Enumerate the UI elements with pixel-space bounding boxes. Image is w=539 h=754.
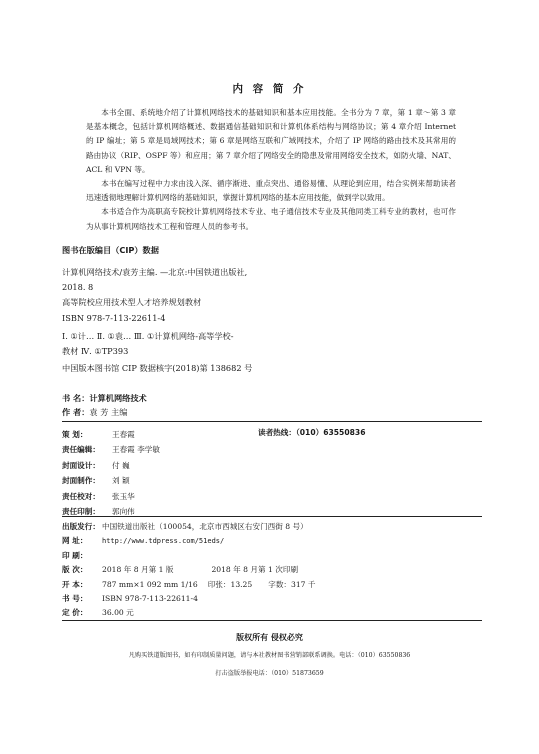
content-summary <box>86 106 456 234</box>
cover-make-label: 封面制作： <box>62 476 100 486</box>
planning-value: 王春霞 <box>112 430 135 439</box>
quality-notice: 凡购买铁道版图书，如有印制质量问题，请与本社教材图书营销部联系调换。电话：（010）63550836 <box>128 652 411 659</box>
divider <box>62 421 482 422</box>
isbn-label: 书 号： <box>62 594 88 604</box>
publisher-value: 中国铁道出版社（100054，北京市西城区右安门西街 8 号） <box>102 522 308 531</box>
cip-line: 教材 Ⅳ. ①TP393 <box>62 346 129 357</box>
format-value: 787 mm×1 092 mm 1/16 <box>102 579 198 589</box>
edition-label: 版 次： <box>62 565 88 575</box>
cip-data <box>62 265 362 359</box>
page-title: 内 容 简 介 <box>232 83 307 95</box>
summary-paragraph: 本书全面、系统地介绍了计算机网络技术的基础知识和基本应用技能。全书分为 7 章，第 1 章～第 3 章是基本概念，包括计算机网络概述、数据通信基础知识和计算机体系结构与网络协议；第 4 章介绍 Internet 的 IP 编址；第 5 章是局域网技术；第 6 章是网络互联和广域网技术，介绍了 IP 网络的路由技术及其常用的路由协议（RIP、OSPF 等）和应用；第 7 章介绍了网络安全的隐患及常用网络安全技术，如防火墙、NAT、ACL 和 VPN 等。 <box>86 108 456 174</box>
cover-design-label: 封面设计： <box>62 460 100 470</box>
author-label: 作 者： <box>62 407 90 417</box>
website-label: 网 址： <box>62 536 88 546</box>
summary-paragraph: 本书在编写过程中力求由浅入深、循序渐进、重点突出、通俗易懂、从理论到应用，结合实例来帮助读者迅速透彻地理解计算机网络的基础知识，掌握计算机网络的基本应用技能，做到学以致用。 <box>86 179 456 203</box>
cip-line: Ⅰ. ①计… Ⅱ. ①袁… Ⅲ. ①计算机网络-高等学校- <box>62 330 234 341</box>
book-name-value: 计算机网络技术 <box>89 393 147 403</box>
cover-make-value: 刘 颖 <box>112 476 130 486</box>
book-info <box>62 391 147 419</box>
proof-label: 责任校对： <box>62 491 100 501</box>
divider <box>62 516 482 517</box>
editor-value: 王春霞 李学敏 <box>112 445 160 455</box>
staff-credits <box>62 427 160 519</box>
divider <box>62 620 482 621</box>
cip-line: ISBN 978-7-113-22611-4 <box>62 312 166 323</box>
piracy-report-line: 打击盗版举报电话：（010）51873659 <box>215 670 324 677</box>
print-supervisor-label: 责任印制： <box>62 507 100 517</box>
printer-label: 印 刷： <box>62 550 88 560</box>
cip-line: 计算机网络技术/袁芳主编. —北京:中国铁道出版社, <box>62 267 248 277</box>
publisher-label: 出版发行： <box>62 522 100 531</box>
rights-notice: 版权所有 侵权必究 <box>236 633 303 642</box>
format-label: 开 本： <box>62 579 88 589</box>
summary-paragraph: 本书适合作为高职高专院校计算机网络技术专业、电子通信技术专业及其他同类工科专业的教材，也可作为从事计算机网络技术工程和管理人员的参考书。 <box>86 207 456 231</box>
price-value: 36.00 元 <box>102 608 134 618</box>
proof-value: 张玉华 <box>112 491 135 501</box>
cover-design-value: 付 巍 <box>112 460 130 470</box>
website-url: http://www.tdpress.com/51eds/ <box>102 537 225 546</box>
book-name-label: 书 名： <box>62 393 90 403</box>
editor-label: 责任编辑： <box>62 445 100 455</box>
publication-info <box>62 520 316 621</box>
word-count: 字数：317 千 <box>268 579 316 589</box>
planning-label: 策 划： <box>62 430 88 439</box>
cip-line: 2018. 8 <box>62 282 94 293</box>
impression-value: 2018 年 8 月第 1 次印刷 <box>211 565 299 575</box>
edition-value: 2018 年 8 月第 1 版 <box>102 565 174 575</box>
author-value: 袁 芳 主编 <box>89 407 128 417</box>
print-sheets: 印张：13.25 <box>207 579 253 589</box>
cip-record-number: 中国版本图书馆 CIP 数据核字(2018)第 138682 号 <box>62 363 253 373</box>
cip-line: 高等院校应用技术型人才培养规划教材 <box>62 297 202 308</box>
cip-heading: 图书在版编目（CIP）数据 <box>62 245 159 255</box>
print-supervisor-value: 郭向伟 <box>112 507 135 517</box>
isbn-value: ISBN 978-7-113-22611-4 <box>102 594 198 604</box>
price-label: 定 价： <box>62 608 88 618</box>
reader-hotline: 读者热线：（010）63550836 <box>258 428 366 437</box>
